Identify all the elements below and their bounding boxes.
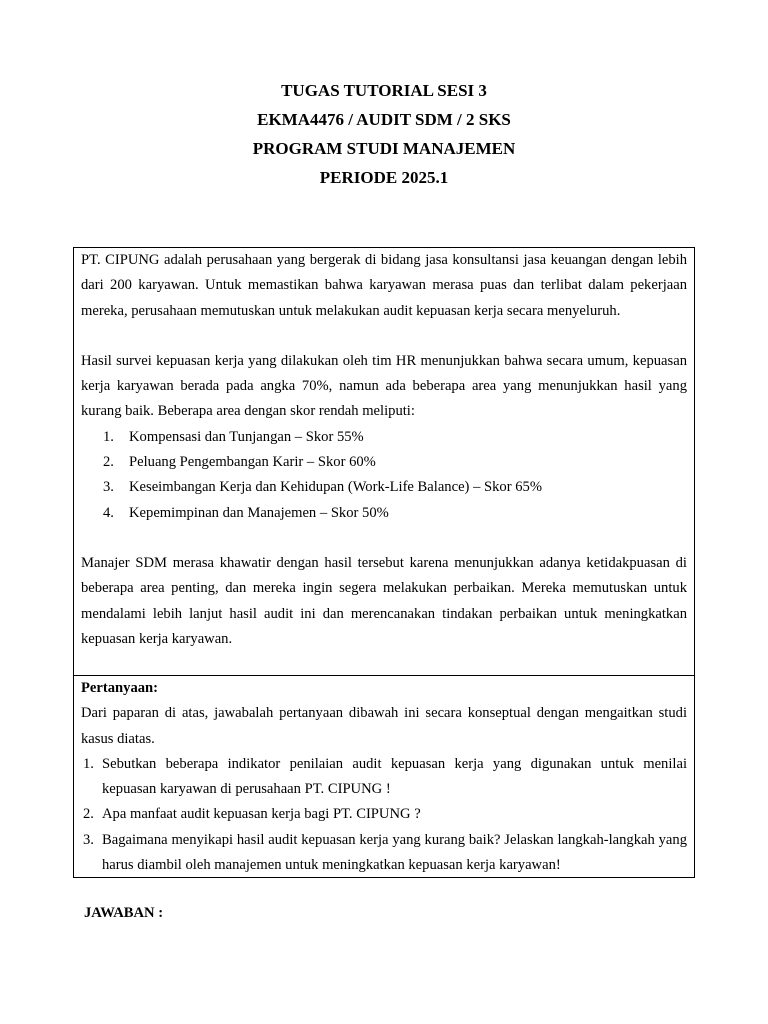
question-list: [81, 752, 687, 878]
title-course: EKMA4476 / AUDIT SDM / 2 SKS: [257, 110, 511, 129]
question-text: Sebutkan beberapa indikator penilaian audit kepuasan kerja yang digunakan untuk menilai kepuasan karyawan di perusahaan PT. CIPUNG !: [102, 755, 687, 798]
case-paragraph-3: Manajer SDM merasa khawatir dengan hasil tersebut karena menunjukkan adanya ketidakpuasan di beberapa area penting, dan mereka ingin segera melakukan perbaikan. Mereka memutuskan untuk mendalami lebih lanjut hasil audit ini dan merencanakan tindakan perbaikan untuk meningkatkan kepuasan kerja karyawan.: [81, 554, 687, 647]
list-item: [81, 802, 687, 827]
case-paragraph-2: Hasil survei kepuasan kerja yang dilakukan oleh tim HR menunjukkan bahwa secara umum, kepuasan kerja karyawan berada pada angka 70%, namun ada beberapa area yang menunjukkan hasil yang kurang baik. Beberapa area dengan skor rendah meliputi:: [81, 352, 687, 420]
list-item-text: Peluang Pengembangan Karir – Skor 60%: [129, 454, 376, 471]
list-item-number: 4.: [103, 504, 114, 521]
list-item: [81, 475, 687, 500]
document-header: [0, 76, 768, 192]
list-item-number: 3.: [103, 479, 114, 496]
list-item: [81, 828, 687, 879]
list-item: [81, 501, 687, 526]
low-score-list: [81, 425, 687, 526]
list-item-text: Kepemimpinan dan Manajemen – Skor 50%: [129, 504, 389, 521]
list-item-text: Keseimbangan Kerja dan Kehidupan (Work-Life Balance) – Skor 65%: [129, 479, 542, 496]
case-study-box: [73, 247, 695, 676]
list-item: [81, 450, 687, 475]
answer-label: JAWABAN :: [84, 905, 164, 921]
list-item: [81, 425, 687, 450]
question-number: 1.: [83, 755, 94, 772]
question-number: 2.: [83, 806, 94, 823]
question-text: Bagaimana menyikapi hasil audit kepuasan kerja yang kurang baik? Jelaskan langkah-langkah yang harus diambil oleh manajemen untuk meningkatkan kepuasan kerja karyawan!: [102, 831, 687, 874]
title-period: PERIODE 2025.1: [319, 168, 449, 187]
title-session: TUGAS TUTORIAL SESI 3: [281, 81, 487, 100]
title-program: PROGRAM STUDI MANAJEMEN: [252, 139, 516, 158]
questions-intro: Dari paparan di atas, jawabalah pertanyaan dibawah ini secara konseptual dengan mengaitkan studi kasus diatas.: [81, 705, 687, 747]
list-item-number: 2.: [103, 454, 114, 471]
case-paragraph-1: PT. CIPUNG adalah perusahaan yang bergerak di bidang jasa konsultansi jasa keuangan dengan lebih dari 200 karyawan. Untuk memastikan bahwa karyawan merasa puas dan terlibat dalam pekerjaan mereka, perusahaan memutuskan untuk melakukan audit kepuasan kerja secara menyeluruh.: [81, 252, 687, 319]
questions-box: [73, 675, 695, 878]
question-text: Apa manfaat audit kepuasan kerja bagi PT. CIPUNG ?: [102, 806, 421, 823]
list-item-number: 1.: [103, 428, 114, 445]
list-item-text: Kompensasi dan Tunjangan – Skor 55%: [129, 428, 364, 445]
questions-heading: Pertanyaan:: [81, 680, 159, 696]
question-number: 3.: [83, 831, 94, 848]
list-item: [81, 752, 687, 803]
